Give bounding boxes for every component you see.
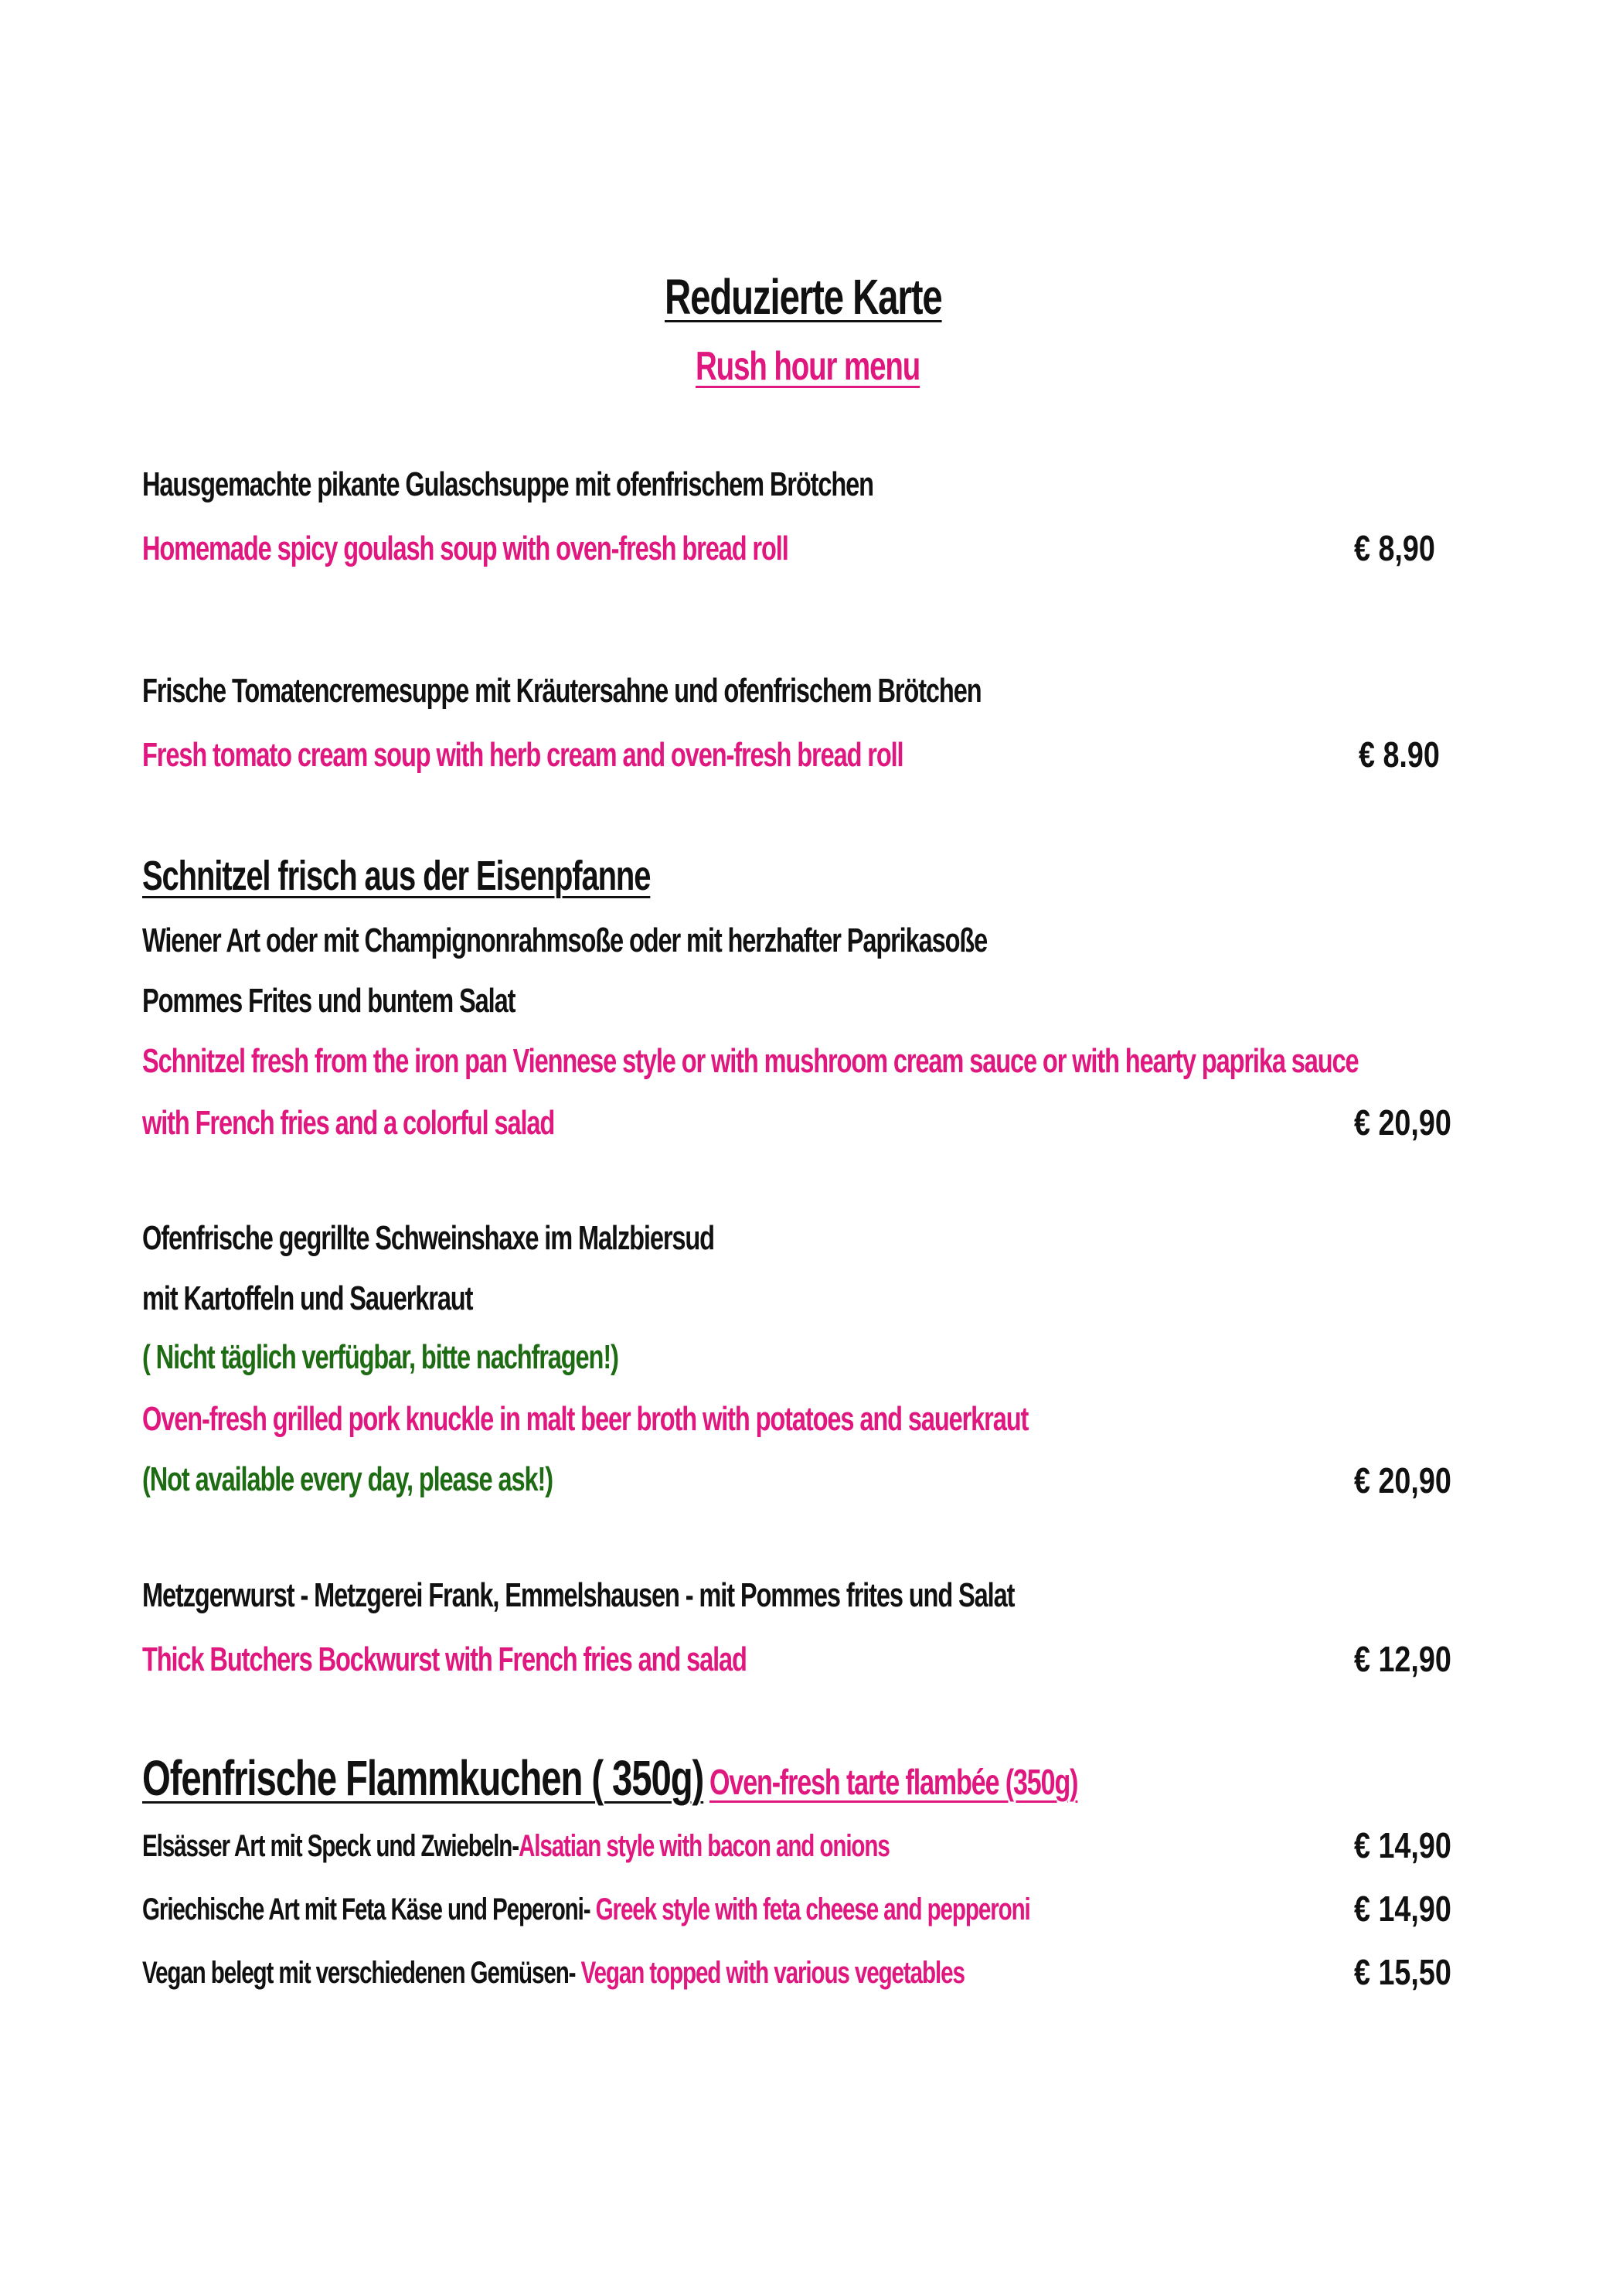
schnitzel-en-line2: with French fries and a colorful salad [142, 1104, 555, 1142]
pork-de-line1: Ofenfrische gegrillte Schweinshaxe im Malzbiersud [142, 1219, 714, 1257]
wurst-price: € 12,90 [1354, 1639, 1451, 1679]
schnitzel-en-line1: Schnitzel fresh from the iron pan Viennese style or with mushroom cream sauce or with hearty paprika sauce [142, 1042, 1359, 1080]
flammkuchen-row-de: Vegan belegt mit verschiedenen Gemüsen- [142, 1956, 581, 1990]
flammkuchen-row [142, 1957, 965, 1988]
flammkuchen-row-de: Elsässer Art mit Speck und Zwiebeln- [142, 1829, 519, 1863]
flammkuchen-row-price: € 14,90 [1354, 1825, 1451, 1865]
wurst-de: Metzgerwurst - Metzgerei Frank, Emmelshausen - mit Pommes frites und Salat [142, 1576, 1015, 1614]
schnitzel-heading: Schnitzel frisch aus der Eisenpfanne [142, 853, 651, 899]
wurst-en: Thick Butchers Bockwurst with French fries and salad [142, 1640, 747, 1678]
flammkuchen-row-en: Alsatian style with bacon and onions [518, 1829, 890, 1863]
tomato-de: Frische Tomatencremesuppe mit Kräutersahne und ofenfrischem Brötchen [142, 672, 982, 710]
flammkuchen-heading-en: Oven-fresh tarte flambée (350g) [709, 1762, 1078, 1802]
pork-de-line2: mit Kartoffeln und Sauerkraut [142, 1279, 473, 1317]
schnitzel-de-line2: Pommes Frites und buntem Salat [142, 982, 515, 1020]
goulash-de: Hausgemachte pikante Gulaschsuppe mit ofenfrischem Brötchen [142, 465, 873, 503]
flammkuchen-row-en: Greek style with feta cheese and pepperoni [595, 1892, 1030, 1926]
schnitzel-price: € 20,90 [1354, 1102, 1451, 1143]
flammkuchen-row-price: € 15,50 [1354, 1952, 1451, 1992]
goulash-price: € 8,90 [1354, 528, 1435, 568]
flammkuchen-row [142, 1894, 1030, 1925]
flammkuchen-row [142, 1831, 890, 1862]
page-title: Reduzierte Karte [665, 269, 942, 325]
tomato-en: Fresh tomato cream soup with herb cream and oven-fresh bread roll [142, 736, 903, 774]
flammkuchen-row-en: Vegan topped with various vegetables [580, 1956, 965, 1990]
flammkuchen-row-price: € 14,90 [1354, 1889, 1451, 1929]
pork-note-en: (Not available every day, please ask!) [142, 1460, 553, 1498]
pork-en: Oven-fresh grilled pork knuckle in malt beer broth with potatoes and sauerkraut [142, 1400, 1029, 1438]
pork-note-de: ( Nicht täglich verfügbar, bitte nachfragen!) [142, 1338, 618, 1376]
pork-price: € 20,90 [1354, 1460, 1451, 1501]
flammkuchen-row-de: Griechische Art mit Feta Käse und Peperoni- [142, 1892, 596, 1926]
tomato-price: € 8.90 [1359, 734, 1440, 775]
flammkuchen-heading-de: Ofenfrische Flammkuchen ( 350g) [142, 1750, 704, 1806]
goulash-en: Homemade spicy goulash soup with oven-fresh bread roll [142, 530, 788, 567]
schnitzel-de-line1: Wiener Art oder mit Champignonrahmsoße oder mit herzhafter Paprikasoße [142, 921, 988, 959]
page-subtitle: Rush hour menu [696, 344, 920, 389]
